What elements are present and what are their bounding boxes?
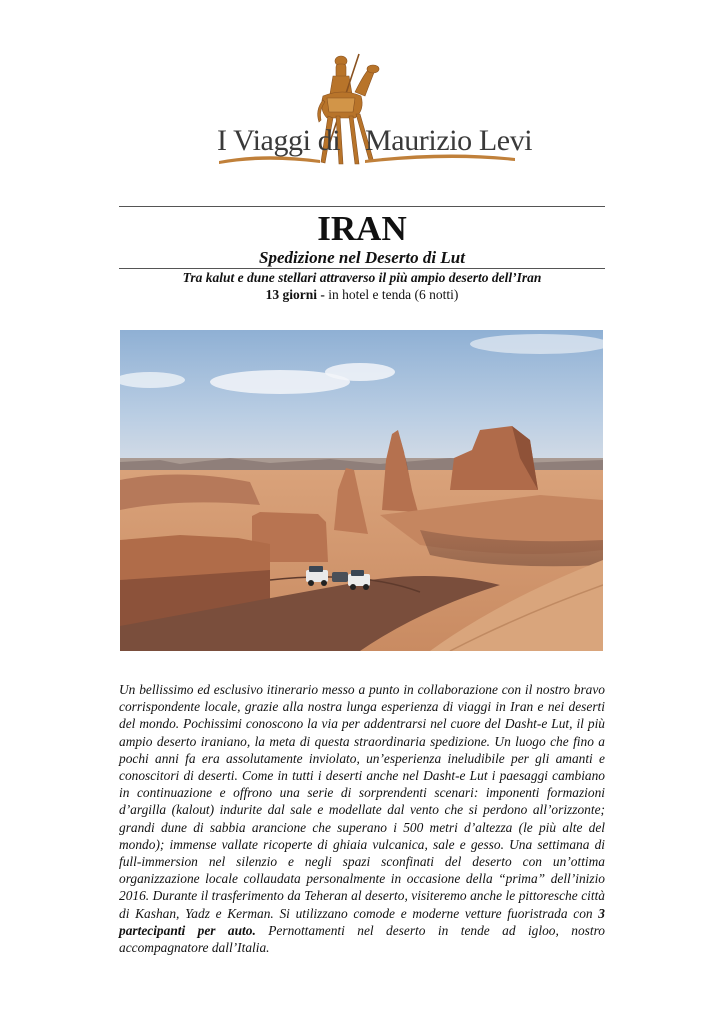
participants-highlight: 3 partecipanti per auto. [119, 905, 605, 938]
trip-duration [119, 286, 605, 303]
intro-paragraph [119, 681, 605, 956]
desert-photo [120, 330, 603, 651]
intro-text-start: Un bellissimo ed esclusivo itinerario messo a punto in collaborazione con il nostro bravo corrispondente locale, grazie alla nostra lunga esperienza di viaggi in Iran e nei deserti del mondo. Pochissimi conoscono la via per addentrarsi nel cuore del Dasht-e Lut, il più ampio deserto iraniano, la meta di questa straordinaria spedizione. Un luogo che fino a pochi anni fa era assolutamente inviolato, un’esperienza ineludibile per gli amanti e conoscitori di deserti. Come in tutti i deserti anche nel Dasht-e Lut i paesaggi cambiano in continuazione e offrono una serie di sorprendenti scenari: imponenti formazioni d’argilla (kalout) indurite dal sale e modellate dal vento che si perdono all’orizzonte; grandi dune di sabbia arancione che superano i 500 metri d’altezza (le più alte del mondo); immense vallate ricoperte di ghiaia vulcanica, sale e gesso. Una settimana di full-immersion nel silenzio e negli spazi sconfinati del deserto con un’ottima organizzazione locale collaudata personalmente in occasione della “prima” dell’inizio 2016. Durante il trasferimento da Teheran al deserto, visiteremo anche le pittoresche città di Kashan, Yadz e Kerman. Si utilizzano comode e moderne vetture fuoristrada con [119, 682, 605, 921]
brand-logo [215, 52, 533, 177]
duration-days: 13 giorni - [265, 287, 325, 302]
tagline: Tra kalut e dune stellari attraverso il più ampio deserto dell’Iran [182, 270, 542, 285]
camel-rider-logo-icon [215, 52, 520, 177]
subtitle-divider [119, 268, 605, 269]
top-divider [119, 206, 605, 207]
duration-details: in hotel e tenda (6 notti) [324, 287, 459, 302]
page-subtitle: Spedizione nel Deserto di Lut [259, 248, 465, 267]
brand-name-left: I Viaggi di [217, 124, 341, 157]
intro-text-end: Pernottamenti nel deserto in tende ad igloo, nostro accompagnatore dall’Italia. [119, 922, 605, 956]
brand-name-right: Maurizio Levi [365, 124, 533, 157]
page-title: IRAN [317, 209, 407, 248]
desert-landscape-image [120, 330, 603, 651]
